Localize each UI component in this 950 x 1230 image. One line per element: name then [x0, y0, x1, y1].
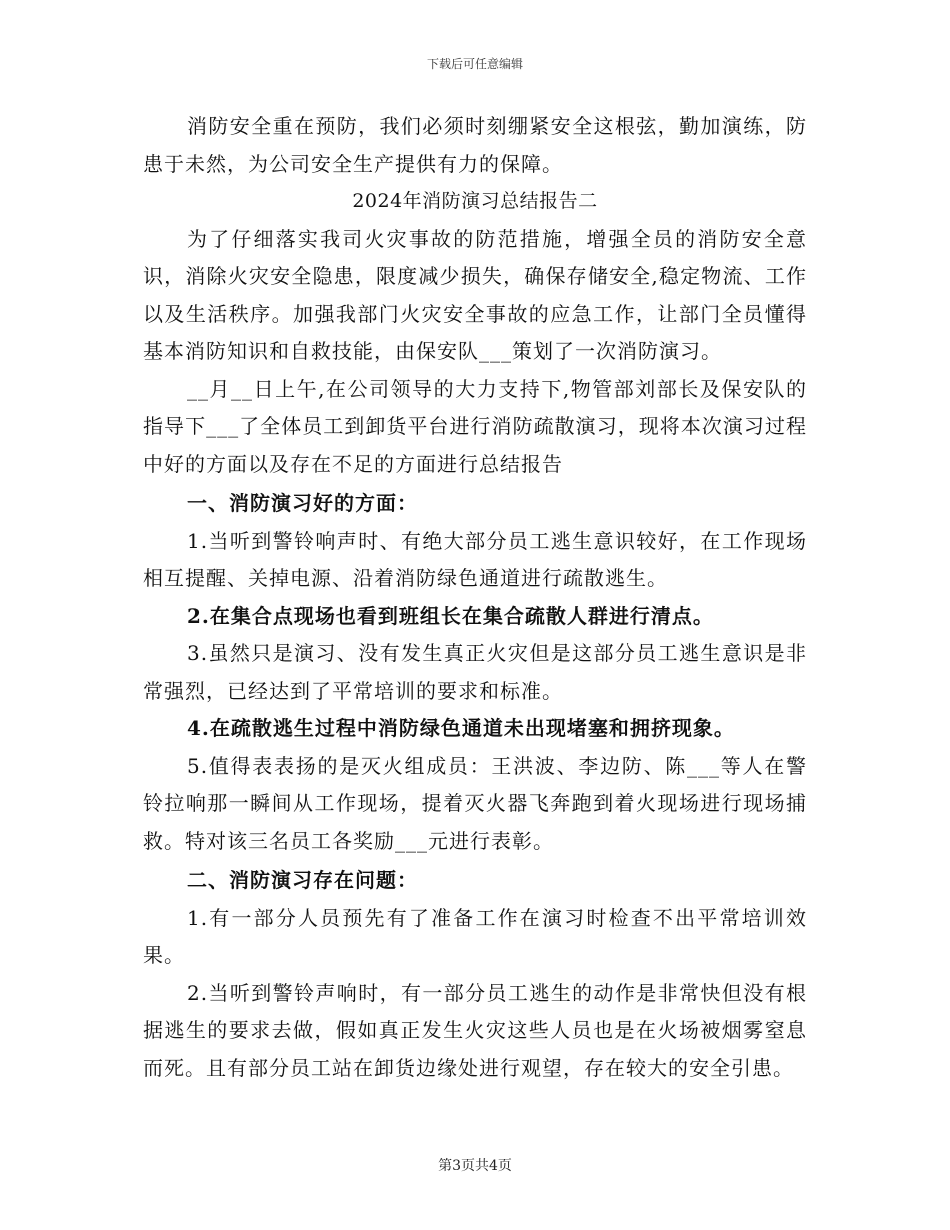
problem-item-1: 1.有一部分人员预先有了准备工作在演习时检查不出平常培训效果。: [143, 905, 807, 967]
section-heading-good: 一、消防演习好的方面：: [187, 491, 418, 515]
good-item-1: 1.当听到警铃响声时、有绝大部分员工逃生意识较好，在工作现场相互提醒、关掉电源、沿着消防绿色通道进行疏散逃生。: [143, 528, 807, 590]
page-number: 第3页共4页: [438, 1158, 512, 1174]
good-item-4: 4.在疏散逃生过程中消防绿色通道未出现堵塞和拥挤现象。: [187, 716, 735, 740]
problem-item-2: 2.当听到警铃声响时，有一部分员工逃生的动作是非常快但没有根据逃生的要求去做，假如真正发生火灾这些人员也是在火场被烟雾窒息而死。且有部分员工站在卸货边缘处进行观望，存在较大的安全引患。: [143, 980, 807, 1080]
good-item-2: 2.在集合点现场也看到班组长在集合疏散人群进行清点。: [187, 603, 714, 628]
page-header-note: 下载后可任意编辑: [426, 57, 523, 71]
good-item-5: 5.值得表表扬的是灭火组成员：王洪波、李边防、陈___等人在警铃拉响那一瞬间从工作现场，提着灭火器飞奔跑到着火现场进行现场捕救。特对该三名员工各奖励___元进行表彰。: [143, 753, 807, 853]
paragraph-intro: 消防安全重在预防，我们必须时刻绷紧安全这根弦，勤加演练，防患于未然，为公司安全生产提供有力的保障。: [143, 114, 807, 176]
good-item-3: 3.虽然只是演习、没有发生真正火灾但是这部分员工逃生意识是非常强烈，已经达到了平常培训的要求和标准。: [143, 641, 807, 703]
paragraph-date: __月__日上午,在公司领导的大力支持下,物管部刘部长及保安队的指导下___了全体员工到卸货平台进行消防疏散演习，现将本次演习过程中好的方面以及存在不足的方面进行总结报告: [143, 376, 807, 476]
report-title: 2024年消防演习总结报告二: [352, 190, 598, 212]
document-body: [143, 108, 807, 1087]
paragraph-purpose: 为了仔细落实我司火灾事故的防范措施，增强全员的消防安全意识，消除火灾安全隐患，限度减少损失，确保存储安全,稳定物流、工作以及生活秩序。加强我部门火灾安全事故的应急工作，让部门全员懂得基本消防知识和自救技能，由保安队___策划了一次消防演习。: [143, 226, 807, 363]
section-heading-problems: 二、消防演习存在问题：: [187, 868, 418, 892]
